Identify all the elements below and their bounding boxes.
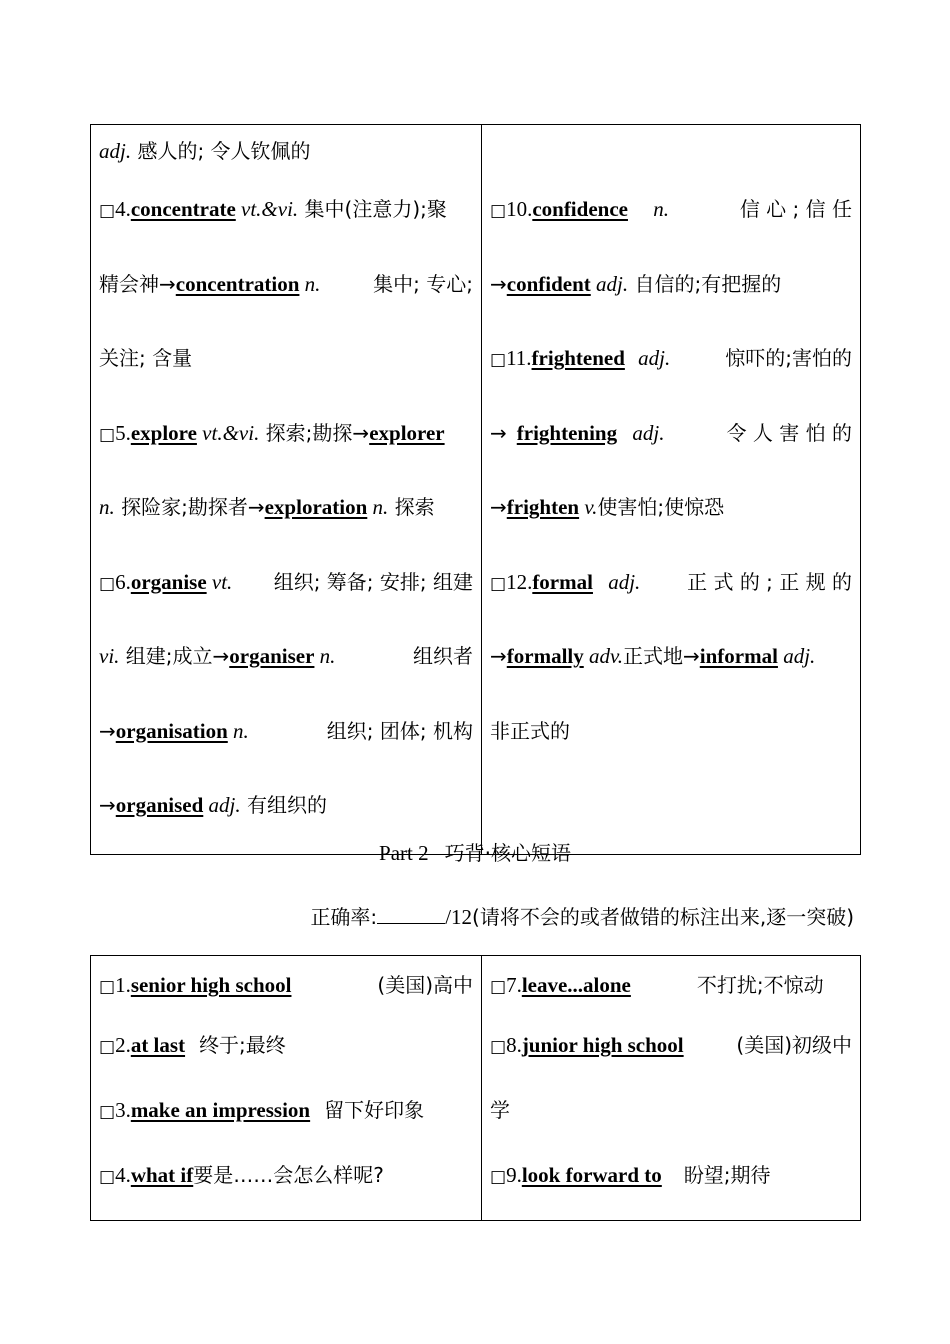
phrase-entry-7: □7.leave...alone 不打扰;不惊动 (490, 973, 824, 997)
phrase-column-right (482, 956, 861, 1221)
vocab-entry-10: □10.confidence n. 信 心 ; 信 任 (490, 197, 852, 221)
checkbox-icon[interactable]: □ (99, 201, 116, 221)
accuracy-blank[interactable] (377, 901, 445, 924)
checkbox-icon[interactable]: □ (490, 1037, 507, 1057)
checkbox-icon[interactable]: □ (99, 977, 116, 997)
checkbox-icon[interactable]: □ (490, 573, 507, 594)
vocab-line: → frightening adj. 令 人 害 怕 的 (490, 420, 852, 445)
phrase-entry-2: □2.at last 终于;最终 (99, 1033, 286, 1057)
vocab-line: →frighten v.使害怕;使惊恐 (490, 495, 725, 519)
vocab-entry-12: □12.formal adj. 正 式 的 ; 正 规 的 (490, 569, 852, 594)
accuracy-line: 正确率: /12(请将不会的或者做错的标注出来,逐一突破) (310, 900, 854, 934)
phrase-column-left (91, 956, 482, 1221)
vocab-line: 精会神→concentration n. 集中; 专心; (99, 271, 473, 296)
vocab-line: n. 探险家;勘探者→exploration n. 探索 (99, 495, 435, 519)
checkbox-icon[interactable]: □ (99, 573, 116, 594)
vocab-entry-5: □5.explore vt.&vi. 探索;勘探→explorer (99, 420, 445, 445)
vocab-entry-11: □11.frightened adj. 惊吓的;害怕的 (490, 346, 852, 370)
section-title: Part 2 巧背·核心短语 (379, 841, 571, 865)
phrase-entry-9: □9.look forward to 盼望;期待 (490, 1163, 771, 1187)
checkbox-icon[interactable]: □ (490, 350, 507, 370)
phrase-entry-4: □4.what if要是……会怎么样呢? (99, 1163, 384, 1187)
checkbox-icon[interactable]: □ (99, 1167, 116, 1187)
checkbox-icon[interactable]: □ (490, 201, 507, 221)
vocab-column-right (482, 125, 861, 855)
vocab-line: →confident adj. 自信的;有把握的 (490, 271, 782, 296)
checkbox-icon[interactable]: □ (99, 1037, 116, 1057)
vocab-line: →organisation n. 组织; 团体; 机构 (99, 718, 473, 743)
vocab-line: 非正式的 (490, 718, 570, 743)
vocab-table-words (90, 124, 861, 855)
vocab-line: adj. 感人的; 令人钦佩的 (99, 139, 311, 163)
vocab-line: →formally adv.正式地→informal adj. (490, 644, 816, 668)
phrase-entry-8: □8.junior high school (美国)初级中 (490, 1033, 852, 1057)
vocab-entry-4: □4.concentrate vt.&vi. 集中(注意力);聚 (99, 197, 447, 221)
phrase-entry-3: □3.make an impression 留下好印象 (99, 1098, 425, 1122)
phrase-line: 学 (490, 1098, 510, 1122)
vocab-column-left (91, 125, 482, 855)
checkbox-icon[interactable]: □ (490, 977, 507, 997)
vocab-entry-6: □6.organise vt. 组织; 筹备; 安排; 组建 (99, 569, 473, 594)
vocab-line: vi. 组建;成立→organiser n. 组织者 (99, 644, 473, 668)
vocab-line: 关注; 含量 (99, 346, 193, 370)
phrase-table (90, 955, 861, 1221)
checkbox-icon[interactable]: □ (490, 1167, 507, 1187)
vocab-line: →organised adj. 有组织的 (99, 793, 327, 817)
checkbox-icon[interactable]: □ (99, 1102, 116, 1122)
checkbox-icon[interactable]: □ (99, 424, 116, 445)
phrase-entry-1: □1.senior high school (美国)高中 (99, 973, 473, 997)
